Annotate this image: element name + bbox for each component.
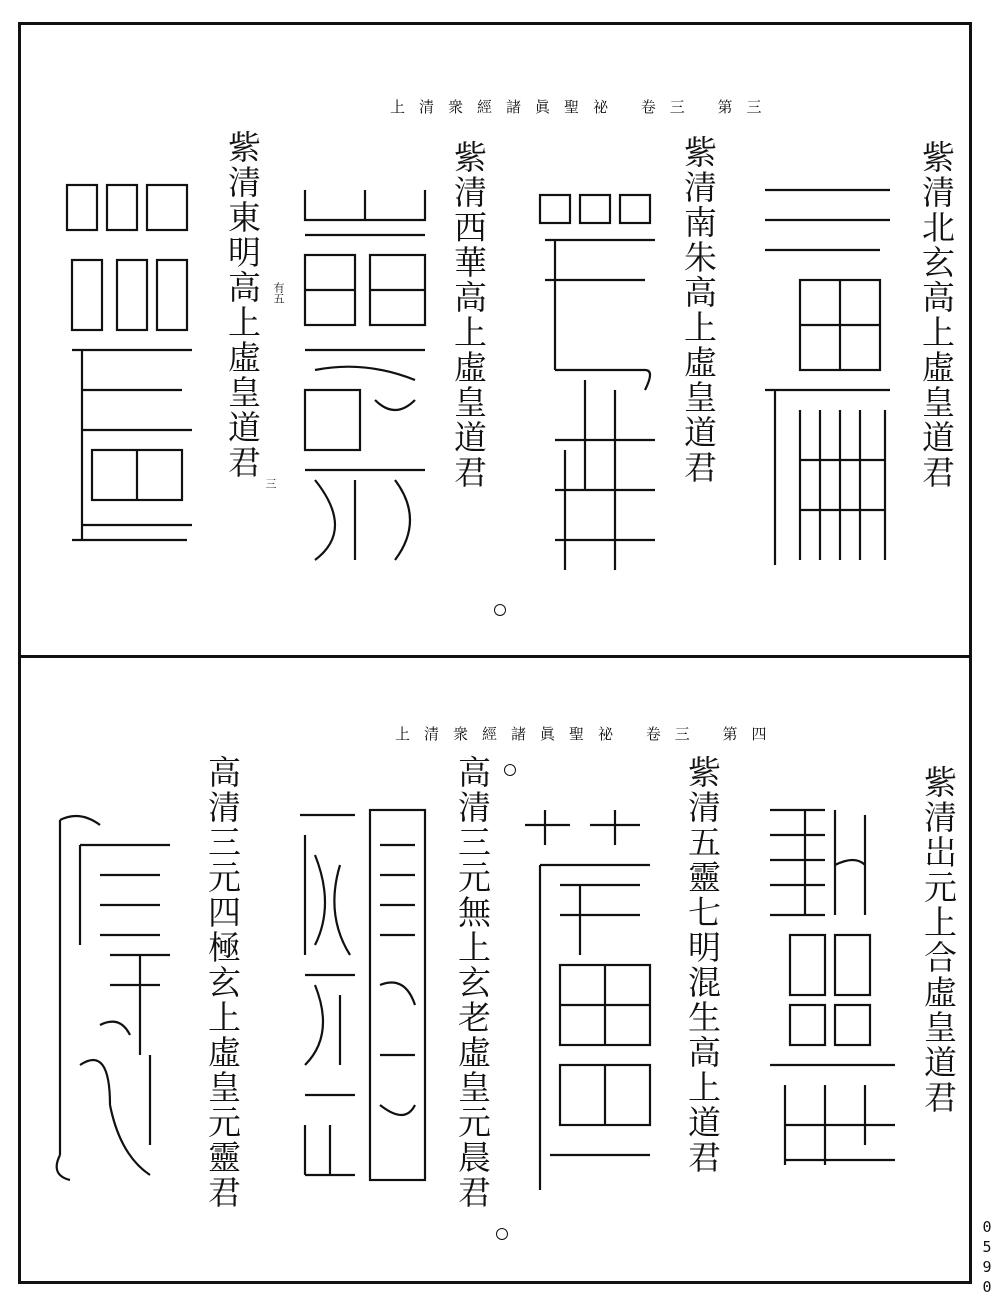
top-column-1: 紫清北玄高上虛皇道君 <box>917 140 956 490</box>
bottom-column-2: 紫清五靈七明混生高上道君 <box>683 755 722 1175</box>
top-circle-mark <box>494 604 506 616</box>
page-divider <box>18 655 972 658</box>
bottom-circle-mark-1 <box>504 764 516 776</box>
page-number: 0590 <box>978 1218 996 1298</box>
top-column-3: 紫清西華高上虛皇道君 <box>449 140 488 490</box>
bottom-column-4: 高清三元四極玄上虛皇元靈君 <box>203 755 242 1210</box>
talisman-top-2 <box>535 190 665 580</box>
top-margin-note-2: 三 <box>264 478 277 489</box>
talisman-bottom-4 <box>40 805 180 1185</box>
bottom-circle-mark-2 <box>496 1228 508 1240</box>
bottom-page-header: 上清衆經諸眞聖祕 卷三 第四 <box>395 725 781 743</box>
bottom-column-1: 紫清岀元上合虛皇道君 <box>919 765 958 1115</box>
top-page-header: 上清衆經諸眞聖祕 卷三 第三 <box>390 98 776 116</box>
talisman-bottom-3 <box>295 805 435 1185</box>
talisman-top-3 <box>295 180 435 580</box>
talisman-bottom-2 <box>520 805 660 1195</box>
top-column-2: 紫清南朱高上虛皇道君 <box>679 135 718 485</box>
talisman-top-1 <box>760 180 900 580</box>
bottom-column-3: 高清三元無上玄老虛皇元晨君 <box>453 755 492 1210</box>
talisman-top-4 <box>62 180 202 560</box>
top-margin-note-1: 有五 <box>272 282 285 304</box>
top-column-4: 紫清東明高上虛皇道君 <box>223 130 262 480</box>
talisman-bottom-1 <box>765 805 905 1170</box>
